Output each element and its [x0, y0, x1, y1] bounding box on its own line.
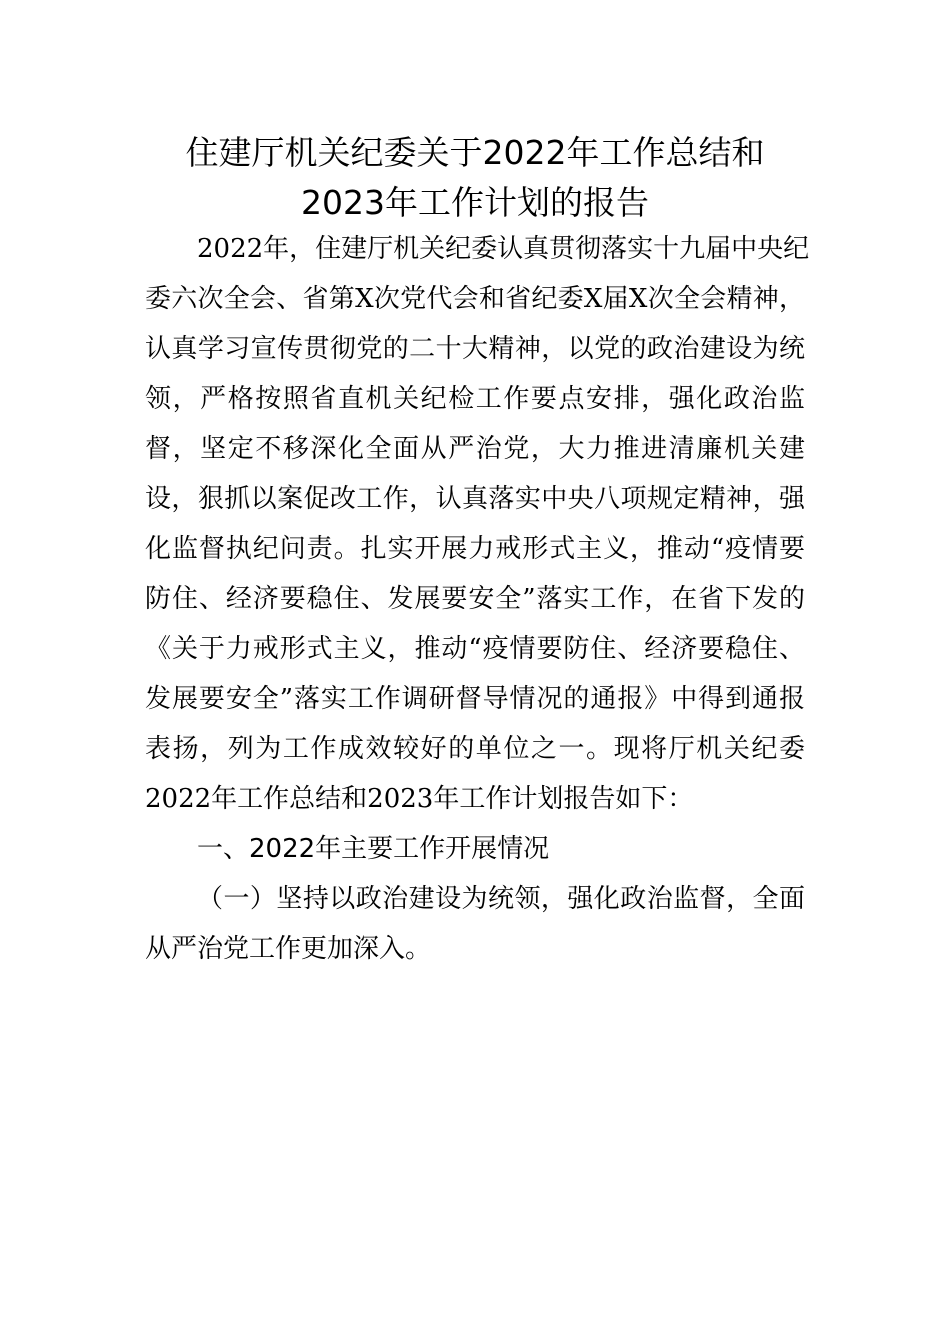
intro-paragraph-line: 认真学习宣传贯彻党的二十大精神，以党的政治建设为统: [145, 334, 805, 364]
subsection-paragraph-line: 从严治党工作更加深入。: [145, 934, 432, 964]
intro-paragraph-line: 2022年工作总结和2023年工作计划报告如下：: [145, 784, 694, 814]
intro-paragraph-line: 发展要安全”落实工作调研督导情况的通报》中得到通报: [145, 684, 805, 714]
intro-paragraph-line: 2022年，住建厅机关纪委认真贯彻落实十九届中央纪: [197, 234, 810, 264]
intro-paragraph-line: 设，狠抓以案促改工作，认真落实中央八项规定精神，强: [145, 484, 805, 514]
document-title-line-2: 2023年工作计划的报告: [301, 183, 649, 222]
intro-paragraph-line: 防住、经济要稳住、发展要安全”落实工作，在省下发的: [145, 584, 805, 614]
section-heading: 一、2022年主要工作开展情况: [197, 834, 550, 864]
document-title-line-1: 住建厅机关纪委关于2022年工作总结和: [185, 133, 765, 172]
intro-paragraph-line: 化监督执纪问责。扎实开展力戒形式主义，推动“疫情要: [145, 534, 805, 564]
intro-paragraph-line: 领，严格按照省直机关纪检工作要点安排，强化政治监: [145, 384, 805, 414]
intro-paragraph-line: 《关于力戒形式主义，推动“疫情要防住、经济要稳住、: [145, 634, 805, 664]
intro-paragraph-line: 表扬，列为工作成效较好的单位之一。现将厅机关纪委: [145, 734, 805, 764]
intro-paragraph-line: 委六次全会、省第X次党代会和省纪委X届X次全会精神，: [145, 284, 805, 314]
subsection-paragraph-line: （一）坚持以政治建设为统领，强化政治监督，全面: [197, 884, 805, 914]
intro-paragraph-line: 督，坚定不移深化全面从严治党，大力推进清廉机关建: [145, 434, 805, 464]
